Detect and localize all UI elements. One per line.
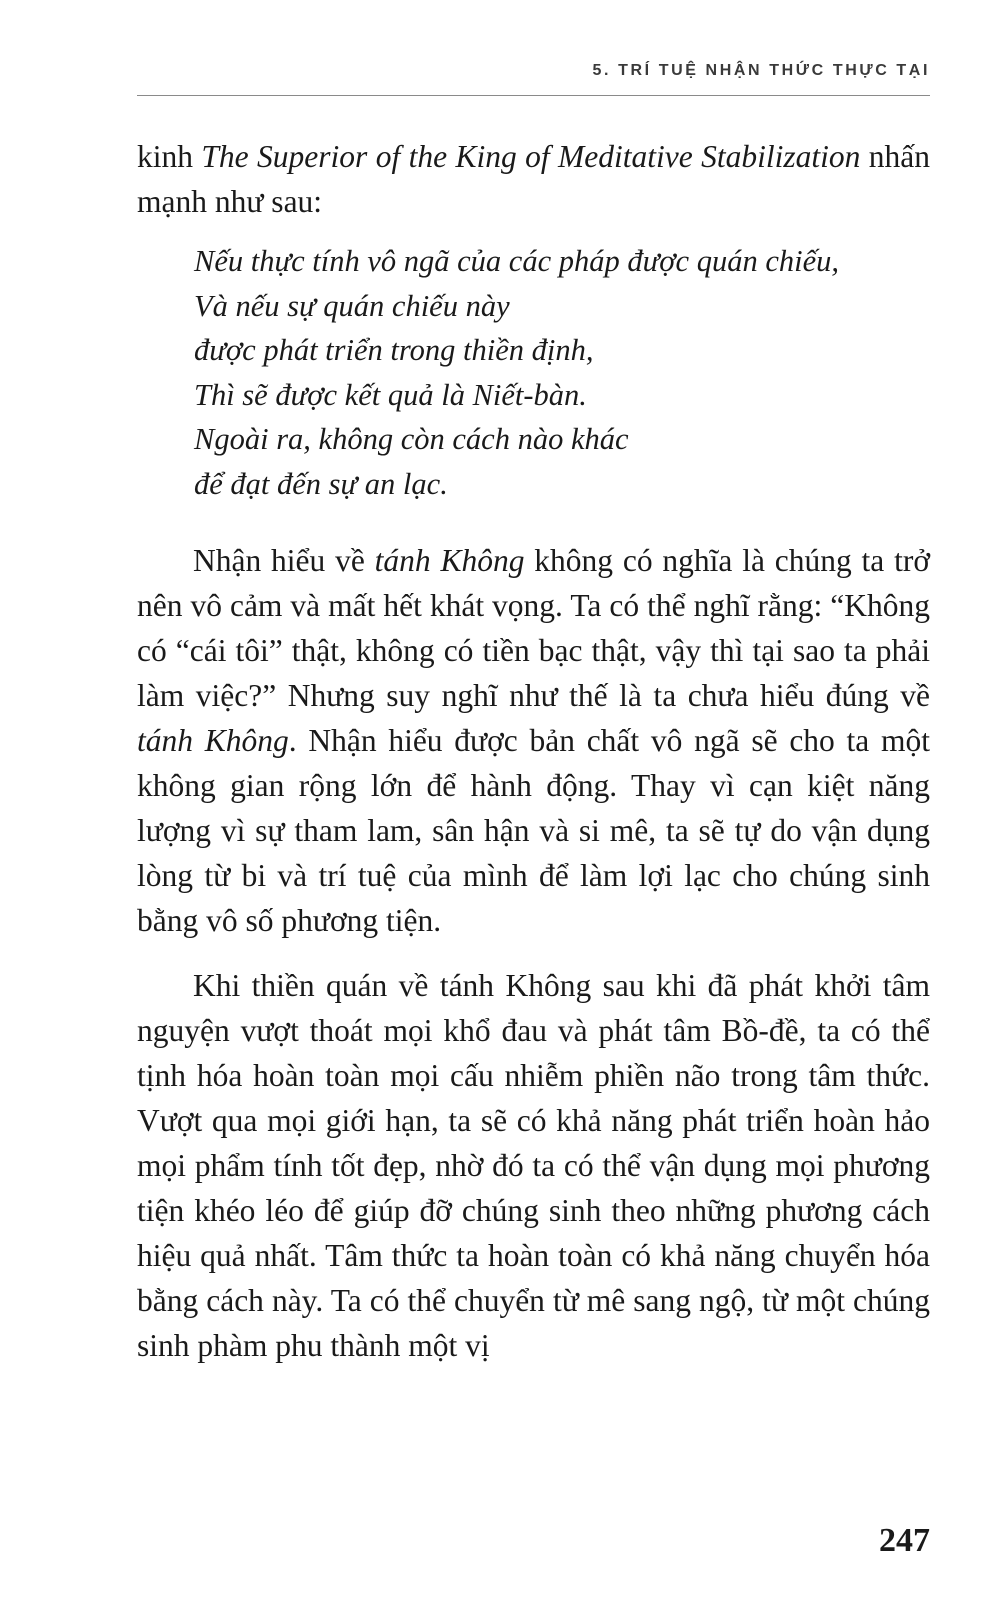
intro-text-end: nhấn mạnh như sau: (137, 139, 930, 219)
page-number: 247 (879, 1522, 930, 1559)
emphasized-term: tánh Không (374, 543, 525, 578)
verse-quote (137, 239, 930, 506)
verse-line: được phát triển trong thiền định, (194, 333, 594, 367)
paragraph-text: Nhận hiểu về (193, 543, 375, 578)
page-body (137, 134, 930, 1368)
emphasized-term: tánh Không (137, 723, 289, 758)
verse-line: Thì sẽ được kết quả là Niết-bàn. (194, 377, 587, 412)
intro-paragraph (137, 134, 930, 224)
running-header (137, 58, 930, 96)
verse-line: Nếu thực tính vô ngã của các pháp được quán chiếu, (194, 244, 839, 278)
book-title: The Superior of the King of Meditative Stabilization (201, 139, 861, 174)
paragraph-text: . Nhận hiểu được bản chất vô ngã sẽ cho ta một không gian rộng lớn để hành động. Thay vì cạn kiệt năng lượng vì sự tham lam, sân hận và si mê, ta sẽ tự do vận dụng lòng từ bi và trí tuệ của mình để làm lợi lạc cho chúng sinh bằng vô số phương tiện. (137, 723, 930, 938)
chapter-title: 5. TRÍ TUỆ NHẬN THỨC THỰC TẠI (592, 62, 930, 79)
verse-line: để đạt đến sự an lạc. (194, 466, 448, 501)
verse-line: Ngoài ra, không còn cách nào khác (194, 422, 629, 456)
body-paragraph-2: Khi thiền quán về tánh Không sau khi đã phát khởi tâm nguyện vượt thoát mọi khổ đau và phát tâm Bồ-đề, ta có thể tịnh hóa hoàn toàn mọi cấu nhiễm phiền não trong tâm thức. Vượt qua mọi giới hạn, ta sẽ có khả năng phát triển hoàn hảo mọi phẩm tính tốt đẹp, nhờ đó ta có thể vận dụng mọi phương tiện khéo léo để giúp đỡ chúng sinh theo những phương cách hiệu quả nhất. Tâm thức ta hoàn toàn có khả năng chuyển hóa bằng cách này. Ta có thể chuyển từ mê sang ngộ, từ một chúng sinh phàm phu thành một vị (137, 968, 930, 1363)
paragraph-text: không có nghĩa là chúng ta trở nên vô cảm và mất hết khát vọng. Ta có thể nghĩ rằng: “Không có “cái tôi” thật, không có tiền bạc thật, vậy thì tại sao ta phải làm việc?” Nhưng suy nghĩ như thế là ta chưa hiểu đúng về (137, 543, 930, 713)
intro-text-start: kinh (137, 139, 202, 174)
verse-line: Và nếu sự quán chiếu này (194, 288, 510, 323)
body-paragraph-1 (137, 538, 930, 943)
